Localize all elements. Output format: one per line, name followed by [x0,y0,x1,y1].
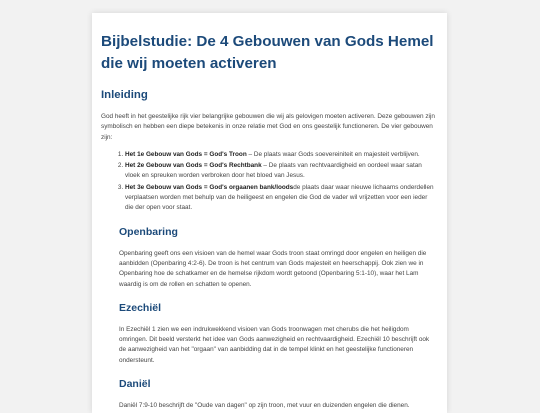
intro-heading: Inleiding [101,89,148,101]
section-text-ezechiel: In Ezechiël 1 zien we een indrukwekkend visioen van Gods troonwagen met cherubs die het heiligdom omringen. Dit beeld versterkt het idee van Gods aanwezigheid en rechtvaardigheid. Ezechiël 10 beschrijft ook de aanwezigheid van het "orgaan" van aanbidding dat in de tempel klinkt en het geestelijke functioneren ondersteunt. [119,325,430,364]
section-heading-openbaring: Openbaring [119,225,178,238]
document-page [92,13,447,413]
list-item-title: Het 3e Gebouw van Gods = God's orgaanen bank/loods [125,183,294,191]
list-item [125,150,435,160]
page-title: Bijbelstudie: De 4 Gebouwen van Gods Hemel die wij moeten activeren [101,33,434,72]
section-text-openbaring: Openbaring geeft ons een visioen van de hemel waar Gods troon staat omringd door engelen en heiligen die aanbidden (Openbaring 4:2-6). De troon is het centrum van Gods majesteit en heerschappij. Ook zien we in Openbaring hoe de schatkamer en de hemelse rijkdom wordt getoond (Openbaring 5:1-10), waar het Lam waardig is om de rollen en schatten te openen. [119,249,427,288]
list-item-title: Het 2e Gebouw van Gods = God's Rechtbank [125,162,262,170]
list-item [125,183,435,214]
list-item-title: Het 1e Gebouw van Gods = God's Troon [125,150,247,158]
list-item-desc: – De plaats van rechtvaardigheid en oordeel waar satan vloek en spreuken worden verbroken door het bloed van Jesus. [125,162,422,180]
list-item-desc: – De plaats waar Gods soevereiniteit en majesteit verblijven. [246,150,420,158]
section-heading-daniel: Daniël [119,378,151,391]
list-item-desc: de plaats daar waar nieuwe lichaams onderdellen verplaatsen worden met behulp van de heiligeest en engelen die God de vader wil vrijzetten voor een ieder die der open voor staat. [125,183,434,212]
section-heading-ezechiel: Ezechiël [119,301,162,314]
section-text-daniel: Daniël 7:9-10 beschrijft de "Oude van dagen" op zijn troon, met vuur en duizenden engelen die dienen. [119,402,410,410]
buildings-list [101,150,435,214]
intro-text: God heeft in het geestelijke rijk vier belangrijke gebouwen die wij als gelovigen moeten activeren. Deze gebouwen zijn symbolisch en hebben een diepe betekenis in onze relatie met God en ons geestelijk functioneren. De vier gebouwen zijn: [101,113,435,141]
list-item [125,161,435,182]
